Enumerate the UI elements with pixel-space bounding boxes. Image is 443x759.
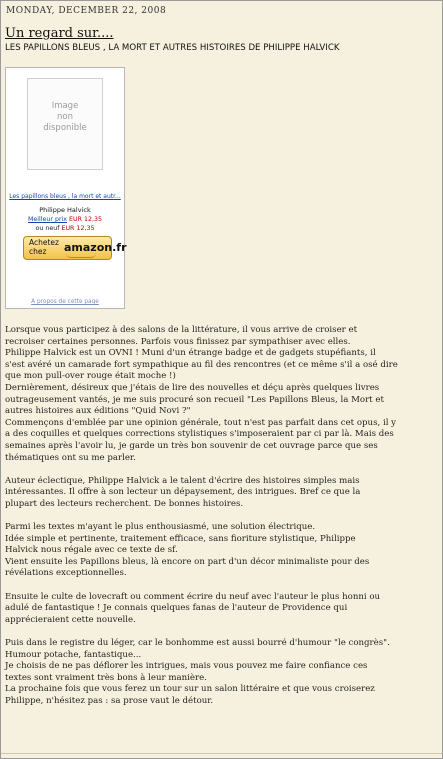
placeholder-line-1: Image: [51, 101, 79, 111]
body-line: que mon pull-over rouge était moche !): [5, 371, 176, 382]
body-line: outrageusement vantés, je me suis procuré son recueil "Les Papillons Bleus, la Mort et: [5, 394, 384, 405]
privacy-link[interactable]: A propos de cette page: [31, 299, 99, 305]
post-subtitle: LES PAPILLONS BLEUS , LA MORT ET AUTRES HISTOIRES DE PHILIPPE HALVICK: [5, 43, 340, 53]
post-date: MONDAY, DECEMBER 22, 2008: [6, 6, 167, 16]
body-line: La prochaine fois que vous ferez un tour sur un salon littéraire et que vous croiserez: [5, 684, 375, 695]
book-title-link[interactable]: Les papillons bleus , la mort et autr...: [9, 193, 121, 200]
paragraph-gap: [5, 580, 441, 592]
buy-button-line2: chez: [29, 247, 47, 256]
body-line: Halvick nous régale avec ce texte de sf.: [5, 545, 178, 556]
book-image-placeholder[interactable]: [27, 78, 103, 170]
body-line: Ensuite le culte de lovecraft ou comment écrire du neuf avec l'auteur le plus honni ou: [5, 591, 381, 602]
buy-at-amazon-button[interactable]: [23, 236, 127, 260]
body-line: Auteur éclectique, Philippe Halvick a le talent d'écrire des histoires simples mais: [5, 475, 360, 486]
post-title[interactable]: Un regard sur....: [5, 26, 114, 41]
best-price-value: EUR 12,35: [69, 216, 103, 223]
amazon-logo: amazon.fr: [64, 241, 127, 254]
body-line: Lorsque vous participez à des salons de la littérature, il vous arrive de croiser et: [5, 325, 358, 335]
paragraph-gap: [5, 511, 441, 523]
body-line: textes sont vraiment très bons à leur manière.: [5, 672, 207, 683]
body-line: Idée simple et pertinente, traitement efficace, sans fioriture stylistique, Philippe: [5, 533, 356, 544]
body-line: s'est avéré un camarade fort sympathique au fil des rencontres (et ce même s'il a osé dire: [5, 359, 398, 370]
new-price-row: [6, 225, 124, 232]
post-divider: [1, 753, 442, 754]
paragraph-gap: [5, 464, 441, 476]
post-body: [5, 325, 441, 708]
paragraph-gap: [5, 626, 441, 638]
body-line: semaines après l'avoir lu, je garde un très bon souvenir de cet ouvrage parce que ses: [5, 440, 378, 451]
new-price-value: EUR 12,35: [61, 225, 95, 232]
body-line: Puis dans le registre du léger, car le bonhomme est aussi bourré d'humour "le congrès".: [5, 638, 390, 649]
best-price-link[interactable]: Meilleur prix: [27, 216, 68, 223]
best-price-row: [6, 216, 124, 223]
body-line: Dernièrement, désireux que j'étais de lire des nouvelles et déçu après quelques livres: [5, 382, 380, 393]
body-line: autres histoires aux éditions "Quid Novi ?": [5, 406, 191, 417]
body-line: Commençons d'emblée par une opinion générale, tout n'est pas parfait dans cet opus, il y: [5, 417, 397, 428]
amazon-book-widget: [5, 67, 125, 309]
body-line: thématiques ont su me parler.: [5, 452, 136, 463]
new-price-label: ou neuf: [35, 225, 60, 232]
body-line: plupart des lecteurs recherchent. De bonnes histoires.: [5, 498, 244, 509]
body-line: adulé de fantastique ! Je connais quelques fanas de l'auteur de Providence qui: [5, 603, 348, 614]
body-line: intéressantes. Il offre à son lecteur un dépaysement, des intrigues. Bref ce que la: [5, 487, 361, 498]
body-line: révélations exceptionnelles.: [5, 568, 127, 579]
body-line: Philippe, n'hésitez pas : sa prose vaut le détour.: [5, 696, 214, 706]
body-line: Humour potache, fantastique...: [5, 649, 142, 660]
amazon-smile-icon: [66, 253, 96, 258]
body-line: a des coquilles et quelques corrections stylistiques s'imposeraient par ci par là. Mais des: [5, 429, 394, 440]
book-author: Philippe Halvick: [39, 206, 91, 214]
body-line: Vient ensuite les Papillons bleus, là encore on part d'un décor minimaliste pour des: [5, 556, 370, 567]
buy-button-line1: Achetez: [29, 238, 59, 247]
placeholder-line-3: disponible: [43, 123, 87, 133]
body-line: Parmi les textes m'ayant le plus enthousiasmé, une solution électrique.: [5, 522, 316, 533]
body-line: apprécieraient cette nouvelle.: [5, 614, 136, 625]
body-line: Je choisis de ne pas déflorer les intrigues, mais vous pouvez me faire confiance ces: [5, 661, 368, 672]
body-line: recroiser certaines personnes. Parfois vous finissez par sympathiser avec elles.: [5, 336, 351, 347]
body-line: Philippe Halvick est un OVNI ! Muni d'un étrange badge et de gadgets stupéfiants, il: [5, 348, 376, 359]
placeholder-line-2: non: [57, 112, 73, 122]
